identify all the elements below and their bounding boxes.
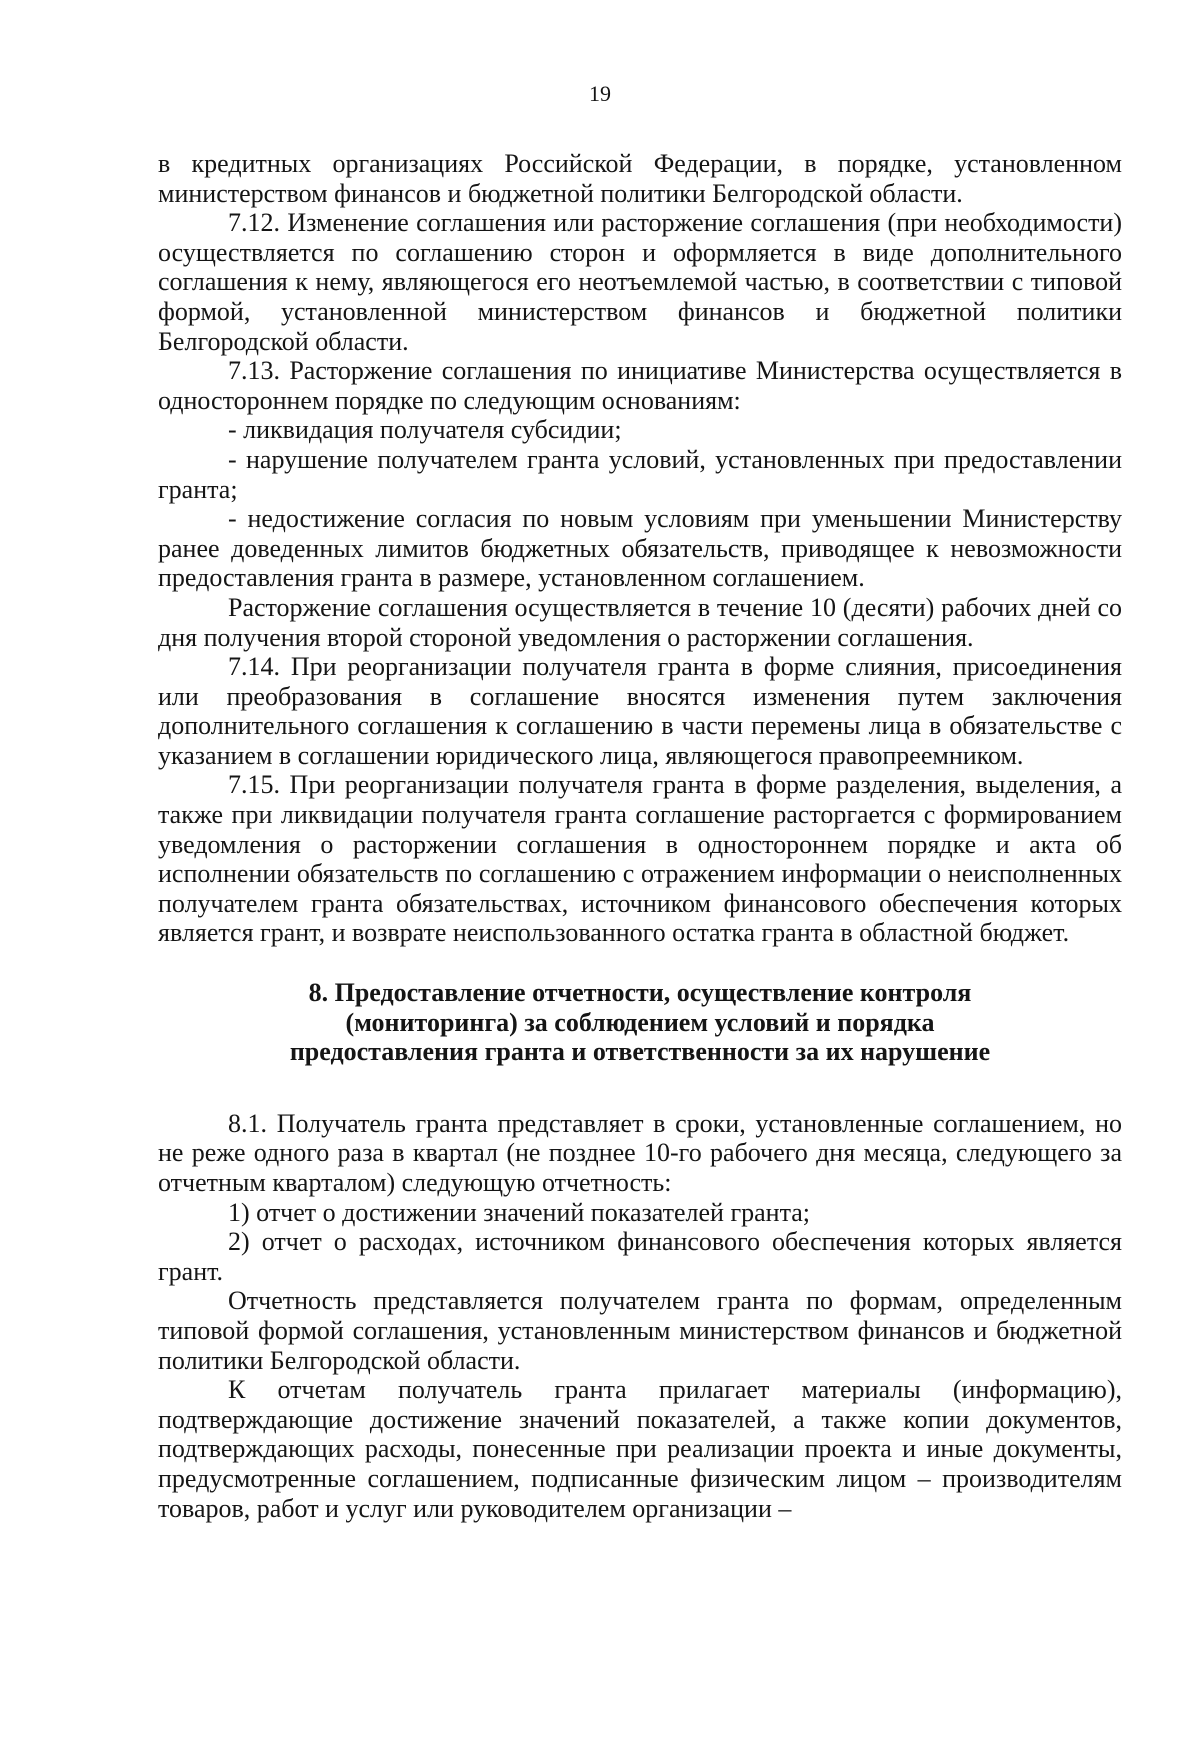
- list-item-indicators-report: 1) отчет о достижении значений показателей гранта;: [228, 1197, 811, 1227]
- section-8-heading-line-2: (мониторинга) за соблюдением условий и порядка: [345, 1007, 935, 1037]
- section-8-heading-line-3: предоставления гранта и ответственности за их нарушение: [289, 1037, 991, 1067]
- section-8-heading-line-1: 8. Предоставление отчетности, осуществление контроля: [308, 978, 972, 1008]
- paragraph-8-1: 8.1. Получатель гранта представляет в сроки, установленные соглашением, но не реже одного раза в квартал (не позднее 10-го рабочего дня месяца, следующего за отчетным кварталом) следующую отчетность:: [158, 1108, 1122, 1197]
- paragraph-7-12: 7.12. Изменение соглашения или расторжение соглашения (при необходимости) осуществляется по соглашению сторон и оформляется в виде дополнительного соглашения к нему, являющегося его неотъемлемой частью, в соответствии с типовой формой, установленной министерством финансов и бюджетной политики Белгородской области.: [158, 208, 1122, 356]
- list-item-expenses-report: 2) отчет о расходах, источником финансового обеспечения которых является грант.: [158, 1227, 1122, 1286]
- document-body: [158, 149, 1122, 1523]
- list-item-violation: - нарушение получателем гранта условий, установленных при предоставлении гранта;: [158, 444, 1122, 504]
- paragraph-termination: Расторжение соглашения осуществляется в течение 10 (десяти) рабочих дней со дня получения второй стороной уведомления о расторжении соглашения.: [158, 592, 1122, 652]
- section-8-heading: [158, 978, 1122, 1067]
- paragraph-intro: в кредитных организациях Российской Федерации, в порядке, установленном министерством финансов и бюджетной политики Белгородской области.: [158, 149, 1122, 208]
- paragraph-report-forms: Отчетность представляется получателем гранта по формам, определенным типовой формой соглашения, установленным министерством финансов и бюджетной политики Белгородской области.: [158, 1286, 1122, 1375]
- page-number: 19: [589, 81, 611, 106]
- paragraph-7-15: 7.15. При реорганизации получателя гранта в форме разделения, выделения, а также при ликвидации получателя гранта соглашение расторгается с формированием уведомления о расторжении соглашения в одностороннем порядке и акта об исполнении обязательств по соглашению с отражением информации о неисполненных получателем гранта обязательствах, источником финансового обеспечения которых является грант, и возврате неиспользованного остатка гранта в областной бюджет.: [158, 770, 1122, 948]
- paragraph-7-13: 7.13. Расторжение соглашения по инициативе Министерства осуществляется в одностороннем порядке по следующим основаниям:: [158, 356, 1122, 415]
- list-item-no-agreement: - недостижение согласия по новым условиям при уменьшении Министерству ранее доведенных лимитов бюджетных обязательств, приводящее к невозможности предоставления гранта в размере, установленном соглашением.: [158, 504, 1122, 593]
- list-item-liquidation: - ликвидация получателя субсидии;: [228, 415, 622, 445]
- paragraph-7-14: 7.14. При реорганизации получателя гранта в форме слияния, присоединения или преобразования в соглашение вносятся изменения путем заключения дополнительного соглашения к соглашению в части перемены лица в обязательстве с указанием в соглашении юридического лица, являющегося правопреемником.: [158, 652, 1122, 770]
- paragraph-report-attachments: К отчетам получатель гранта прилагает материалы (информацию), подтверждающие достижение значений показателей, а также копии документов, подтверждающих расходы, понесенные при реализации проекта и иные документы, предусмотренные соглашением, подписанные физическим лицом – производителям товаров, работ и услуг или руководителем организации –: [158, 1375, 1122, 1523]
